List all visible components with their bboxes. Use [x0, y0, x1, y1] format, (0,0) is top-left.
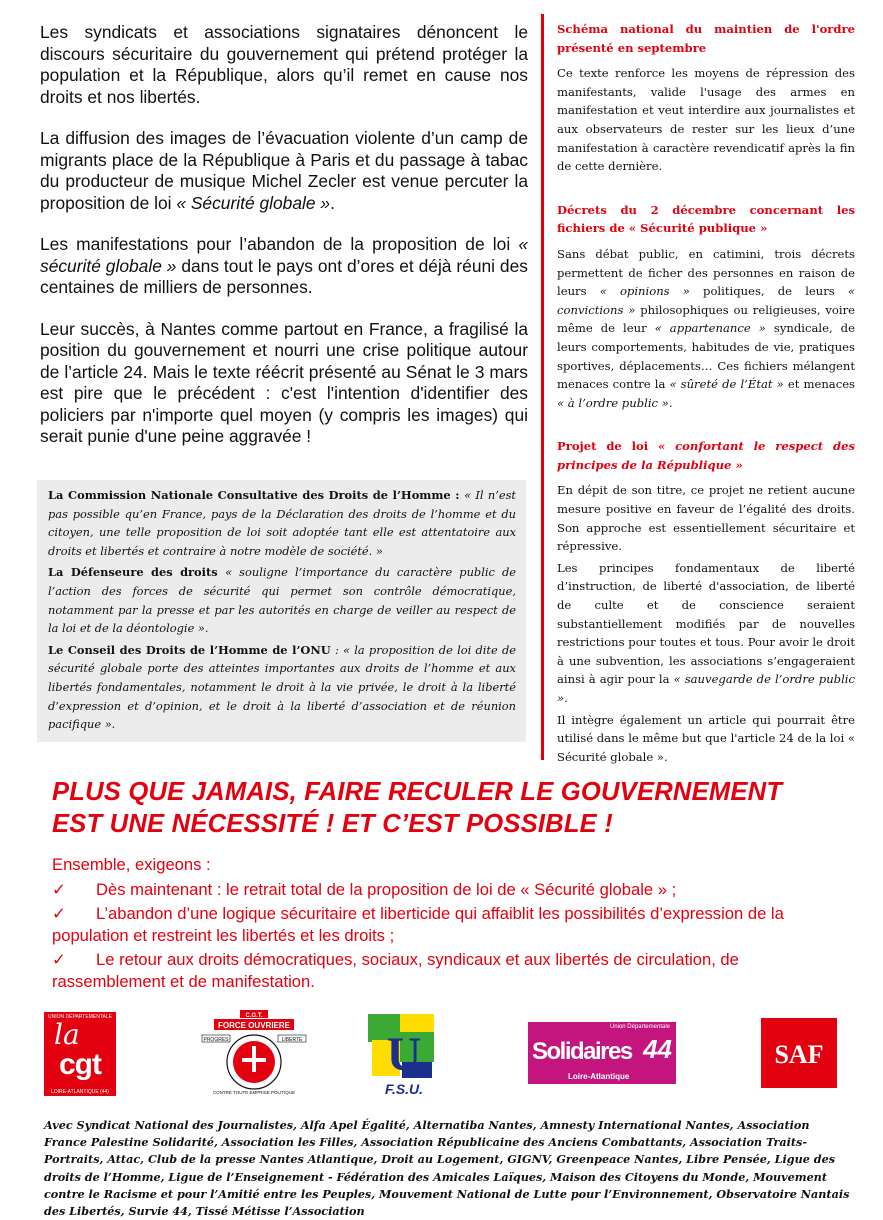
demand-text-3: Le retour aux droits démocratiques, sociaux, syndicaux et aux libertés de circulation, de rassemblement et de manifestation.: [52, 950, 739, 991]
demand-item-1: [52, 879, 842, 901]
cgt-logo-word: cgt: [59, 1048, 101, 1081]
cgt-logo-bottom: LOIRE-ATLANTIQUE (44): [51, 1089, 109, 1095]
checkmark-icon: ✓: [52, 950, 66, 969]
paragraph-2-quote: « Sécurité globale »: [176, 192, 331, 213]
cgt-logo-la: la: [54, 1018, 80, 1051]
quote-defenseure-org: La Défenseure des droits: [48, 565, 226, 580]
quote-cncdh-org: La Commission Nationale Consultative des Droits de l’Homme :: [48, 488, 465, 502]
saf-logo: [761, 1018, 837, 1088]
cta-title-line-1: PLUS QUE JAMAIS, FAIRE RECULER LE GOUVERNEMENT: [52, 778, 783, 806]
demands-intro: Ensemble, exigeons :: [52, 855, 211, 874]
sidebar-section-projet-title: [557, 437, 855, 474]
demand-text-1: Dès maintenant : le retrait total de la proposition de loi de « Sécurité globale » ;: [96, 879, 677, 899]
fo-logo-left: PROGRES: [203, 1037, 229, 1043]
quotes-box: [37, 480, 526, 742]
main-column: [40, 22, 528, 468]
sidebar-column: [557, 20, 855, 769]
checkmark-icon: ✓: [52, 879, 66, 899]
projet-paragraph-3: Il intègre également un article qui pourrait être utilisé dans le même but que l'article 24 de la loi « Sécurité globale ».: [557, 712, 855, 764]
decrets-text-b: politiques, de leurs: [689, 284, 848, 299]
sidebar-divider: [541, 14, 544, 760]
sidebar-section-decrets-title: Décrets du 2 décembre concernant les fichiers de « Sécurité publique »: [557, 202, 855, 236]
sidebar-section-schema-text: Ce texte renforce les moyens de répression des manifestants, valide l'usage des armes en manifestation et veut interdire aux journalistes et aux observateurs de rester sur les lieux d’une manifestation à caractère revendicatif après la fin de cette dernière.: [557, 66, 855, 174]
decrets-opinions: « opinions »: [599, 284, 690, 299]
sidebar-section-schema-title: Schéma national du maintien de l'ordre présenté en septembre: [557, 22, 855, 55]
paragraph-2-start: La diffusion des images de l’évacuation violente d’un camp de migrants place de la République à Paris et du passage à tabac du producteur de musique Michel Zecler est venue percuter la proposition de loi: [40, 128, 528, 213]
paragraph-3-quote: « sécurité globale »: [40, 234, 528, 276]
projet-p2-end: .: [564, 691, 568, 705]
fo-logo-right: LIBERTE: [281, 1037, 303, 1043]
decrets-appartenance: « appartenance »: [654, 321, 766, 336]
cta-title-line-2: EST UNE NÉCESSITÉ ! ET C’EST POSSIBLE !: [52, 810, 613, 838]
decrets-text-a: Sans débat public, en catimini, trois décrets permettent de ficher des personnes en raison de leurs: [557, 246, 855, 299]
decrets-text-c: philosophiques ou religieuses, voire même de leur: [557, 302, 855, 336]
paragraph-3: [40, 234, 528, 299]
decrets-surete: « sûreté de l’État »: [669, 377, 784, 392]
sidebar-section-decrets: [557, 201, 855, 413]
solidaires-logo: [528, 1022, 676, 1084]
demand-item-2: [52, 903, 842, 946]
fo-logo: [200, 1010, 308, 1096]
projet-paragraph-1: En dépit de son titre, ce projet ne retient aucune mesure positive en faveur de l’égalité des droits. Son approche est essentiellement sécuritaire et répressive.: [557, 483, 855, 554]
paragraph-3-end: dans tout le pays ont d’ores et déjà réuni des centaines de milliers de personnes.: [40, 255, 528, 297]
fsu-logo-graphic: [368, 1012, 440, 1096]
sidebar-section-decrets-text: [557, 245, 855, 412]
projet-paragraph-2: [557, 559, 855, 708]
signatories-list: Avec Syndicat National des Journalistes, Alfa Apel Égalité, Alternatiba Nantes, Amnesty International Nantes, Association France Palestine Solidarité, Association les Filles, Association Républicaine des Anciens Combattants, Association Traits-Portraits, Attac, Club de la presse Nantes Atlantique, Droit au Logement, GIGNV, Greenpeace Nantes, Libre Pensée, Ligue des droits de l’Homme, Ligue de l’Enseignement - Fédération des Amicales Laïques, Maison des Citoyens du Monde, Mouvement contre le Racisme et pour l’Amitié entre les Peuples, Mouvement National de Lutte pour l’Environnement, Observatoire Nantais des Libertés, Survie 44, Tissé Métisse l’Association: [44, 1118, 850, 1219]
demand-text-2: L’abandon d’une logique sécuritaire et liberticide qui affaiblit les possibilités d’expression de la population et restreint les libertés et les droits ;: [52, 904, 784, 945]
cgt-logo-top: UNION DÉPARTEMENTALE: [48, 1014, 112, 1020]
quote-cncdh: [48, 486, 516, 560]
projet-p2-quote: « sauvegarde de l’ordre public »: [557, 672, 855, 705]
solidaires-logo-name: Solidaires: [532, 1038, 632, 1065]
decrets-convictions: « convictions »: [557, 284, 855, 317]
decrets-ordre: « à l’ordre public »: [557, 395, 669, 410]
demands-list: [52, 854, 842, 995]
quote-cncdh-text: « Il n’est pas possible qu’en France, pays de la Déclaration des droits de l’homme et du citoyen, une telle proposition de loi soit adoptée tant elle est attentatoire aux droits et libertés et contraire à notre modèle de société. »: [48, 488, 516, 558]
quote-onu-org: Le Conseil des Droits de l’Homme de l’ONU: [48, 642, 331, 657]
saf-logo-text: SAF: [774, 1040, 824, 1069]
demand-item-3: [52, 949, 842, 992]
checkmark-icon: ✓: [52, 904, 66, 923]
solidaires-logo-location: Loire-Atlantique: [568, 1072, 630, 1081]
decrets-text-f: .: [668, 395, 673, 410]
solidaires-logo-number: 44: [643, 1034, 672, 1064]
solidaires-logo-union: Union Départementale: [609, 1024, 670, 1030]
projet-title-a: Projet de loi: [557, 439, 659, 454]
sidebar-section-projet: [557, 437, 855, 766]
paragraph-2-end: .: [330, 192, 335, 213]
fsu-logo: [368, 1012, 440, 1096]
decrets-text-e: et menaces: [783, 377, 856, 392]
paragraph-1: Les syndicats et associations signataires dénoncent le discours sécuritaire du gouvernement qui prétend protéger la population et la République, alors qu’il remet en cause nos droits et nos libertés.: [40, 22, 528, 107]
quote-onu: [48, 641, 516, 734]
fsu-logo-name: F.S.U.: [384, 1081, 424, 1096]
quote-onu-text: : « la proposition de loi dite de sécurité globale porte des atteintes importantes aux droits de l’homme et aux libertés fondamentales, notamment le droit à la vie privée, le droit à la liberté d’expression et d’opinion, et le droit à la liberté d’association et de réunion pacifique ».: [48, 642, 516, 732]
sidebar-section-schema: [557, 20, 855, 176]
projet-title-b: « confortant le respect des principes de la République »: [557, 439, 855, 472]
quote-defenseure-text: « souligne l’importance du caractère public de l’action des forces de sécurité qui permet son contrôle démocratique, notamment par la presse et par les autorités en charge de veiller au respect de la loi et de la déontologie ».: [48, 565, 516, 636]
cta-title: [52, 776, 852, 840]
fo-logo-name: FORCE OUVRIERE: [217, 1021, 291, 1030]
fo-logo-graphic: [200, 1010, 308, 1096]
projet-p2-a: Les principes fondamentaux de liberté d’instruction, de liberté d'association, de liberté de culte et de conscience seraient substantiellement modifiés par de nouvelles restrictions pour toutes et tous. Pour avoir le droit à une subvention, les associations s’engageraient ainsi à agir pour la: [557, 560, 855, 687]
paragraph-2: [40, 128, 528, 214]
decrets-text-d: syndicale, de leurs comportements, habitudes de vie, pratiques sportives, déplacements… Ces fichiers mélangent menaces contre la: [557, 321, 855, 392]
paragraph-3-start: Les manifestations pour l’abandon de la proposition de loi: [40, 234, 519, 254]
fsu-logo-letter: U: [386, 1028, 422, 1081]
paragraph-4: Leur succès, à Nantes comme partout en France, a fragilisé la position du gouvernement et nourri une crise politique autour de l’article 24. Mais le texte réécrit présenté au Sénat le 3 mars est pire que le précédent : c'est l'intention d'identifier des policiers par n'importe quel moyen (y compris les images) qui serait punie d'une peine aggravée !: [40, 318, 528, 446]
quote-defenseure: [48, 563, 516, 637]
cgt-logo: [44, 1012, 116, 1096]
fo-logo-top: C.G.T.: [245, 1013, 263, 1019]
fo-logo-bottom: CONTRE TOUTE EMPRISE POLITIQUE: [212, 1090, 296, 1095]
